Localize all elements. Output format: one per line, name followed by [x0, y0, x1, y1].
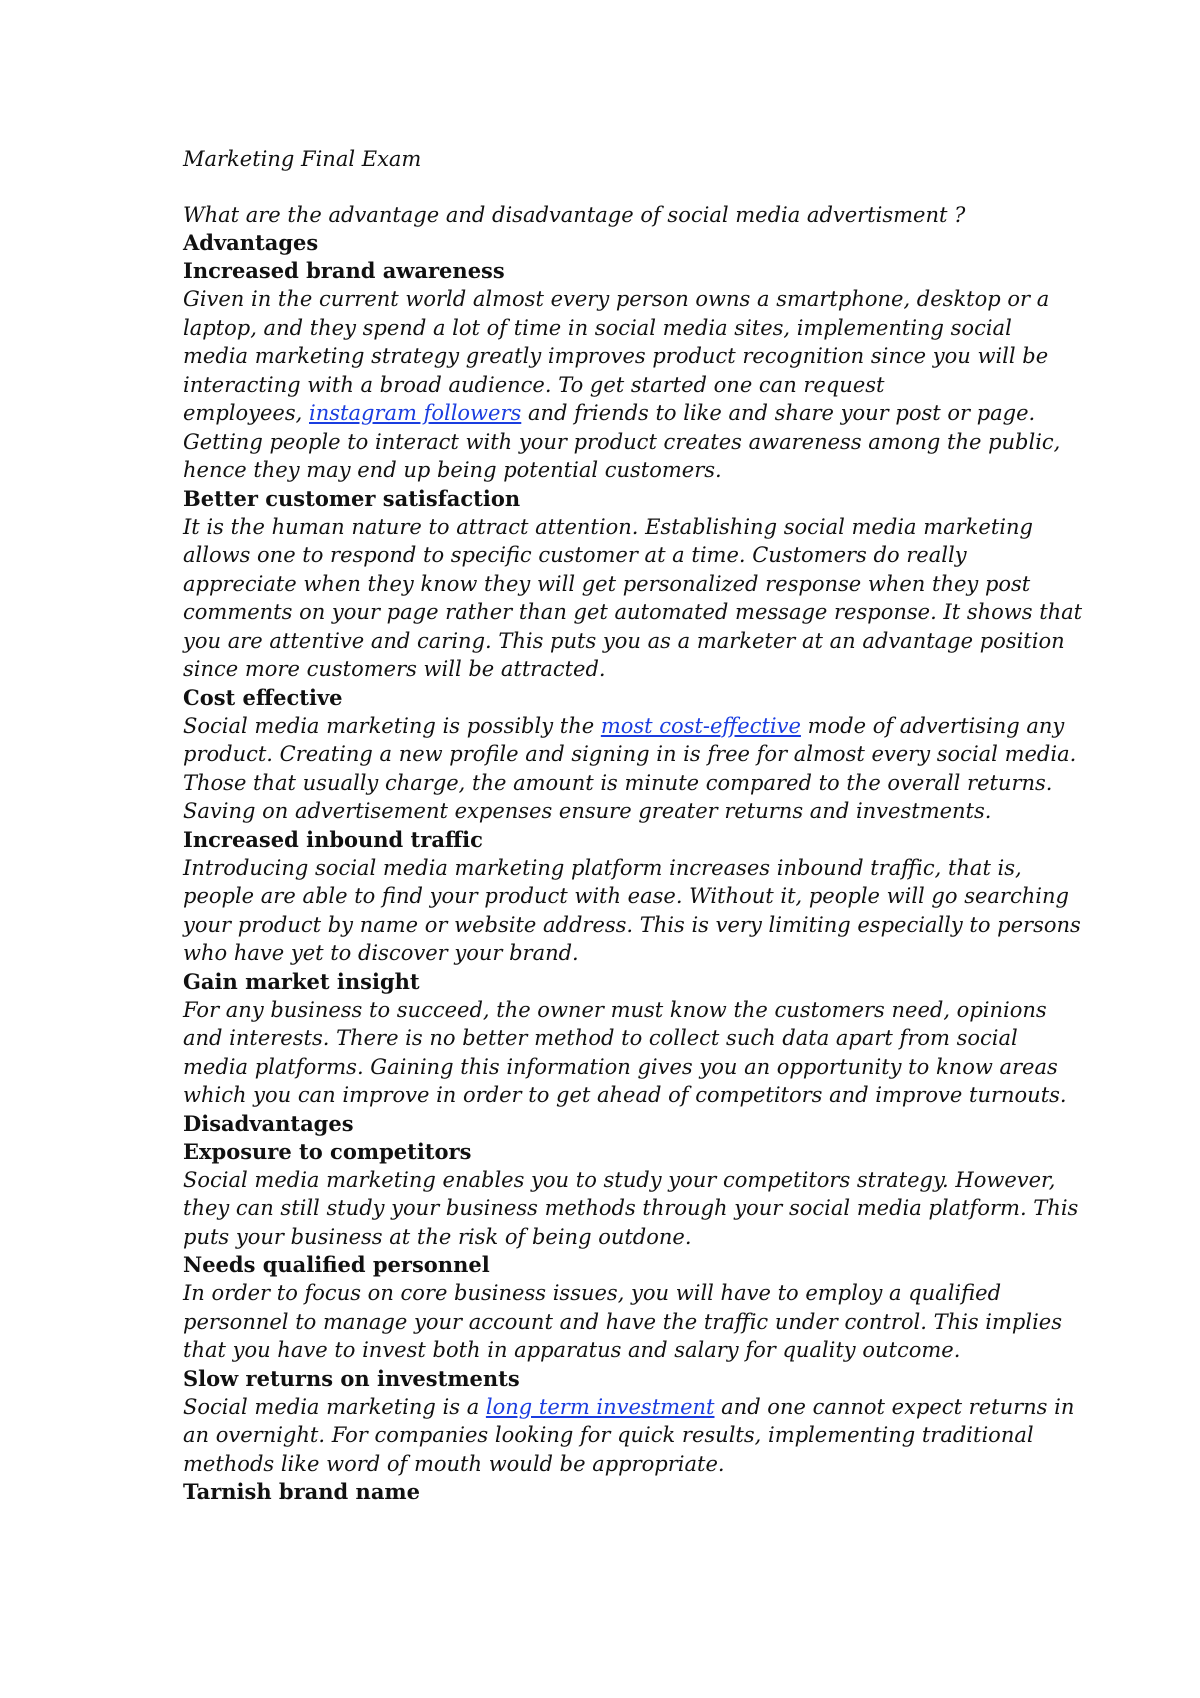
paragraph-line: hence they may end up being potential customers. — [183, 458, 722, 482]
paragraph-inbound-traffic — [183, 854, 1081, 968]
paragraph-line: and interests. There is no better method to collect such data apart from social — [183, 1026, 1018, 1050]
paragraph-line: your product by name or website address. This is very limiting especially to persons — [183, 912, 1081, 937]
paragraph-line: Those that usually charge, the amount is minute compared to the overall returns. — [183, 770, 1053, 795]
link-line-before: Social media marketing is possibly the — [183, 713, 601, 738]
paragraph-line: they can still study your business methods through your social media platform. This — [183, 1196, 1079, 1220]
exam-question: What are the advantage and disadvantage of social media advertisment ? — [183, 203, 966, 227]
paragraph-slow-returns — [183, 1393, 1075, 1479]
link-line-after: and one cannot expect returns in — [714, 1394, 1075, 1419]
paragraph-line: methods like word of mouth would be appropriate. — [183, 1451, 725, 1476]
paragraph-line: since more customers will be attracted. — [183, 657, 606, 681]
paragraph-line: product. Creating a new profile and signing in is free for almost every social media. — [183, 742, 1077, 766]
paragraph-competitors — [183, 1166, 1079, 1252]
section-heading-slow-returns: Slow returns on investments — [183, 1365, 520, 1391]
link-line-before: employees, — [183, 401, 309, 425]
paragraph-brand-awareness — [183, 285, 1063, 485]
paragraph-market-insight — [183, 996, 1067, 1110]
paragraph-line: allows one to respond to specific customer at a time. Customers do really — [183, 543, 967, 567]
link-line-after: mode of advertising any — [800, 713, 1065, 738]
paragraph-line: people are able to find your product with ease. Without it, people will go searching — [183, 884, 1069, 908]
section-heading-cost-effective: Cost effective — [183, 684, 343, 710]
section-heading-competitors: Exposure to competitors — [183, 1138, 472, 1164]
paragraph-line: you are attentive and caring. This puts you as a marketer at an advantage position — [183, 628, 1065, 653]
document-page — [183, 145, 1083, 1506]
section-heading-inbound-traffic: Increased inbound traffic — [183, 826, 483, 852]
section-heading-personnel: Needs qualified personnel — [183, 1252, 490, 1277]
paragraph-line: personnel to manage your account and have the traffic under control. This implies — [183, 1309, 1063, 1334]
document-title: Marketing Final Exam — [183, 147, 422, 171]
paragraph-line: Social media marketing enables you to study your competitors strategy. However, — [183, 1167, 1056, 1192]
long-term-investment-link[interactable]: long term investment — [485, 1394, 715, 1419]
paragraph-customer-satisfaction — [183, 513, 1083, 684]
paragraph-line: Saving on advertisement expenses ensure greater returns and investments. — [183, 799, 992, 823]
instagram-followers-link[interactable]: instagram followers — [309, 401, 522, 425]
paragraph-line: For any business to succeed, the owner must know the customers need, opinions — [183, 997, 1047, 1022]
paragraph-line: interacting with a broad audience. To get started one can request — [183, 372, 885, 397]
paragraph-cost-effective — [183, 712, 1077, 826]
paragraph-line: Given in the current world almost every person owns a smartphone, desktop or a — [183, 287, 1050, 311]
paragraph-line: Getting people to interact with your product creates awareness among the public, — [183, 429, 1061, 454]
paragraph-line: In order to focus on core business issues, you will have to employ a qualified — [183, 1281, 1002, 1305]
paragraph-line: comments on your page rather than get automated message response. It shows that — [183, 600, 1083, 624]
link-line-before: Social media marketing is a — [183, 1394, 486, 1419]
paragraph-line-with-link — [183, 399, 1063, 428]
paragraph-line: media platforms. Gaining this information gives you an opportunity to know areas — [183, 1054, 1058, 1079]
paragraph-line: appreciate when they know they will get personalized response when they post — [183, 571, 1031, 596]
section-heading-customer-satisfaction: Better customer satisfaction — [183, 485, 521, 511]
paragraph-line: media marketing strategy greatly improves product recognition since you will be — [183, 344, 1049, 368]
section-heading-tarnish: Tarnish brand name — [183, 1479, 421, 1504]
paragraph-line: Introducing social media marketing platform increases inbound traffic, that is, — [183, 855, 1022, 880]
paragraph-line: that you have to invest both in apparatus and salary for quality outcome. — [183, 1338, 961, 1362]
disadvantages-heading: Disadvantages — [183, 1110, 354, 1136]
paragraph-line: laptop, and they spend a lot of time in social media sites, implementing social — [183, 315, 1012, 340]
paragraph-line: which you can improve in order to get ahead of competitors and improve turnouts. — [183, 1083, 1067, 1107]
paragraph-line: who have yet to discover your brand. — [183, 941, 579, 965]
paragraph-line: an overnight. For companies looking for quick results, implementing traditional — [183, 1423, 1034, 1447]
paragraph-line-with-link — [183, 1393, 1075, 1422]
paragraph-line: puts your business at the risk of being outdone. — [183, 1224, 692, 1249]
link-line-after: and friends to like and share your post or page. — [521, 401, 1036, 425]
most-cost-effective-link[interactable]: most cost-effective — [600, 713, 801, 738]
paragraph-personnel — [183, 1279, 1063, 1365]
section-heading-market-insight: Gain market insight — [183, 968, 420, 994]
section-heading-brand-awareness: Increased brand awareness — [183, 258, 505, 283]
advantages-heading: Advantages — [183, 230, 319, 255]
paragraph-line: It is the human nature to attract attention. Establishing social media marketing — [183, 514, 1033, 539]
paragraph-line-with-link — [183, 712, 1063, 741]
